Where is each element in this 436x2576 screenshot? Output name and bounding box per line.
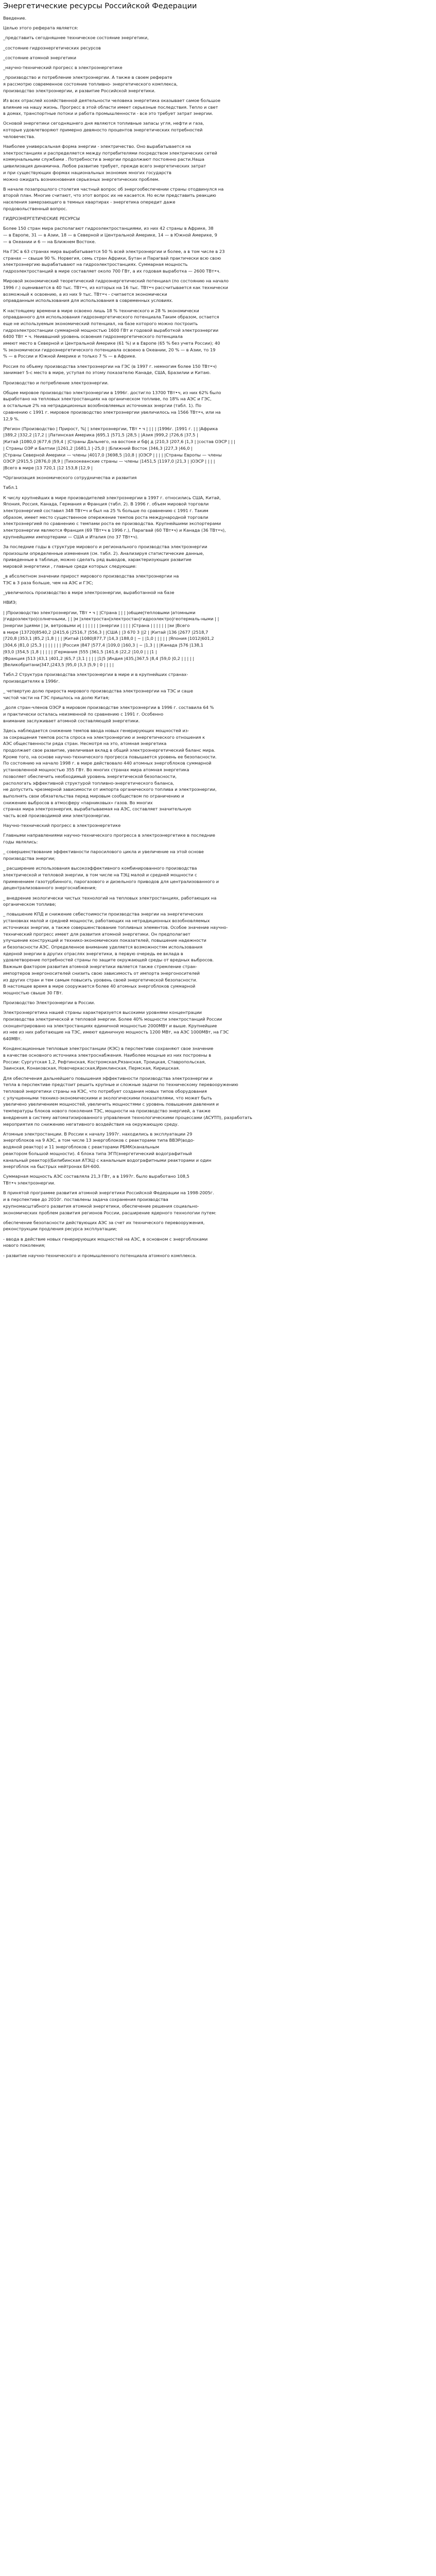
paragraph: | |Производство электроэнергии, ТВт • ч | |Страна | | | |о6щие|тепловыми |атомными |гидроэлектро|солнечными, | | |м |электростан|электростан|гидроэлектро|геотермаль-ными | | |энергии |циями | |и, ветровыми и| | | | | | | |энергии | | | | |Страна | | | | | | |эи |Всего в мире |13720|8540,2 |2415,6 |2516,7 |556,3 | |США | |3 670 3 ||2 | |Китай |136 |2677 |2518,7 |720,8 |353,1 |85,2 |1,8 | | | |Китай |1080|877,7 |14,3 |188,0 | ~ | |1,0 | | | | | |Япония |1012|601,2 |304,6 |81,0 |25,3 | | | | | | | |Россия |847 |577,4 |109,0 |160,3 | ~ |1,3 | | |Канада |576 |138,1 |93,0 |354,5 |1,8 | | | | | |Германия |555 |361,5 |161,6 |22,2 |10,0 | | |1 | |Франция |513 |43,1 |401,2 |65,7 |3,1 | | | | |1|5 |Индия |435,|367,5 |8,4 |59,0 |0,2 | | | | | |Великобритани|347,|243,5 |95,0 |3,3 |5,9 | 0 | | | |: [3, 609, 219, 668]
paragraph: _увеличилось производство в мире электроэнергии, выработанной на базе: [3, 590, 175, 596]
paragraph: Электроэнергетика нашей страны характеризуется высокими уровнями концентрации производства электрической и тепловой энергии. Более 40% мощности электростанций России сконцентрировано на электростанциях единичной мощностью 2000МВт и выше. Крупнейшие из нее из них работающие на ТЭС, имеют единичную мощность 1200 МВт, на АЭС 1000МВт, на ГЭС 640МВт.: [3, 1010, 229, 1042]
paragraph: _ расширение использования высокоэффективного комбинированного производства электрической и тепловой энергии, в том числе на ТЭЦ малой и средней мощности с применением газотурбинного, парогазового и дизельного приводов для централизованного и децентрализованного энергоснабжения;: [3, 866, 219, 891]
paragraph: Мировой экономический теоретический гидроэнергетический потенциал (по состоянию на начало 1996 г.) оценивается в 40 тыс. ТВт•ч, из которых на 16 тыс. ТВт•ч рассчитывается как технически возможный к освоению, а из них 9 тыс. ТВт•ч - считается экономически оправданным использования для использования в современных условиях.: [3, 278, 229, 303]
paragraph: обеспечение безопасности действующих АЭС за счет их технического перевооружения, реконструкции продления ресурса эксплуатации;: [3, 1219, 205, 1232]
paragraph: Конденсационные тепловые электростанции (КЭС) в перспективе сохраняют свое значение в качестве основного источника электроснабжения. Наиболее мощные из них построены в России: Сургутская 1,2, Рефтинская, Костромская,Рязанская, Троицкая, Ставропольская, Заинская, Конаковская, Новочеркасская,Ириклинская, Пермская, Киришская.: [3, 1046, 214, 1071]
paragraph: Производство Электроэнергии в России.: [3, 1000, 95, 1006]
paragraph: _доля стран-членов ОЭСР в мировом производстве электроэнергии в 1996 г. составила 64 % и практически осталась неизменной по сравнению с 1991 г. Особенно внимание заслуживает атомной составляющей энергетики.: [3, 705, 214, 723]
paragraph: _состояние атомной энергетики: [3, 55, 77, 60]
paragraph: Основой энергетики сегодняшнего дня являются топливные запасы угля, нефти и газа, которые удовлетворяют примерно девяносто процентов энергетических потребностей человечества.: [3, 121, 204, 139]
document-page: [0, 0, 436, 1265]
paragraph: _представить сегодняшнее техническое состояние энергетики,: [3, 35, 149, 41]
paragraph: _ внедрение экологически чистых технологий на тепловых электростанциях, работающих на органическом топливе;: [3, 895, 217, 907]
paragraph: Табл.1: [3, 485, 18, 490]
paragraph: _состояние гидроэнергетических ресурсов: [3, 45, 101, 50]
paragraph: |Регион (Производство | Прирост, %| | электроэнергии, ТВт • ч | | | | |1996г. |1991 г. | | |Африка |389,2 |332,2 |17,2 | |Латинская Америка |695,1 |571,5 |28,5 | |Азия |999,2 |726,6 |37,5 | |Китай |1080,0 |677,6 |59,4 | |Страны Дальнего, на востоке и бф| д |210,3 |207,6 |1,3 | |состав ОЭСР | | | | Страны ОЭР и Балтии |1261,2 |1681,1 |-25,0 | |Ближний Восток |346,3 |227,3 |46,0 | |Страны Северной Америки — члены |4017,0 |3698,5 |10,8 | |ОЭСР | | | | |Страны Европы — члены ОЭСР |2915,5 |2876,0 |8,9 | |Тихоокеанские страны — члены |1451,5 |1197,0 |21,3 | |ОЭСР | | | | |Всего в мире |13 720,1 |12 153,8 |12,9 |: [3, 426, 236, 470]
paragraph: Целью этого реферата является:: [3, 25, 78, 31]
paragraph: - развитие научно-технического и промышленного потенциала атомного комплекса.: [3, 1252, 197, 1258]
paragraph: На ГЭС в 63 странах мира вырабатывается 50 % всей электроэнергии и более, а в том числе в 23 странах — свыше 90 %. Норвегия, семь стран Африки, Бутан и Парагвай практически всю свою электроэнергию вырабатывают на гидроэлектростанциях. Суммарная мощность гидроэлектростанций в мире составляет около 700 ГВт, а их годовая выработка — 2600 ТВт•ч.: [3, 248, 225, 274]
paragraph: Здесь наблюдается снижение темпов ввода новых генерирующих мощностей из- за сокращения темпов роста спроса на электроэнергию и энергетического отношения к АЭС общественности ряда стран. Несмотря на это, атомная энергетика продолжает свое развитие, увеличивая вклад в общий электроэнергетический баланс мира. Кроме того, на основе научно-технического прогресса повышается уровень ее безопасности. По состоянию на начало 1998 г. в мире действовало 440 атомных энергоблоков суммарной установленной мощностью 355 ГВт. Во многих странах мира атомная энергетика позволяет обеспечить необходимый уровень энергетической безопасности, распологать эффективной структурой топливно-энергетического баланса, не допустить чрезмерной зависимости от импорта органического топлива и электроэнергии, выполнять свои обязательства перед мировым сообществом по ограничению и снижению выбросов в атмосферу «парниковых» газов. Во многих странах мира электроэнергия, вырабатываемая на АЭС, составляет значительную часть всей производимой ими электроэнергии.: [3, 727, 217, 819]
paragraph: Россия по объему производства электроэнергии на ГЭС (в 1997 г. немногим более 150 ТВт•ч) занимает 5-с место в мире, уступая по этому показателю Канаде, США, Бразилии и Китаю.: [3, 363, 217, 376]
paragraph: Главными направлениями научно-технического прогресса в электроэнергетике в последние годы являлись:: [3, 833, 215, 845]
paragraph: За последние годы в структуре мирового и регионального производства электроэнергии произошли определенные изменения (см. табл. 2). Анализируя статистические данные, приведенные в таблице, можно сделать ряд выводов, характеризующих развитие мировой энергетики , главные среди которых следующие:: [3, 544, 207, 569]
paragraph: Атомные электростанции. В России к началу 1997г. находились в эксплуатации 29 энергоблоков на 9 АЭС, а том числе 13 энергоблоков с реакторами типа ВВЭР(водо- водяной реактор) и 11 энергоблоков с реакторами РБМК(канальным реактором большой мощности). 4 блока типа ЭГП(энергетический водографитный канальный реактор)(Билибинская АТЭЦ) с канальным водографитными реакторами и один энергоблок на быстрых нейтронах БН-600.: [3, 1131, 212, 1170]
paragraph: Более 150 стран мира располагают гидроэлектростанциями, из них 42 страны в Африке, 38 — в Европе, 31 — в Азии, 18 — в Северной и Центральной Америке, 14 — в Южной Америке, 9 — в Океании и 6 — на Ближнем Востоке.: [3, 226, 217, 244]
paragraph: Из всех отраслей хозяйственной деятельности человека энергетика оказывает самое большое влияние на нашу жизнь. Прогресс в этой области имеет серьезные последствия. Тепло и свет в домах, транспортные потоки и работа промышленности - все это требует затрат энергии.: [3, 97, 221, 116]
paragraph: _ совершенствование эффективности паросилового цикла и увеличение на этой основе производства энергии;: [3, 849, 204, 861]
paragraph: Наиболее универсальная форма энергии - электричество. Оно вырабатывается на электростанциях и распределяется между потребителями посредством электрических сетей коммунальными службами . Потребности в энергии продолжают постоянно расти.Наша цивилизация динамична. Любое развитие требует, прежде всего энергетических затрат и при существующих формах национальных экономик многих государств можно ожидать возникновения серьезных энергетических проблем.: [3, 144, 217, 182]
paragraph: К числу крупнейших в мире производителей электроэнергии в 1997 г. относились США, Китай, Япония, Россия, Канада, Германия и Франция (табл. 2). В 1996 г. объем мировой торговли электроэнергией составил 348 ТВт•ч и был на 25 % больше по сравнению с 1991 г. Таким образом, имеет место существенное опережение темпов роста международной торговли электроэнергией по сравнению с темпами роста ее производства. Крупнейшими экспортерами электроэнергии являются Франция (69 ТВт•ч в 1996 г.), Парагвай (60 ТВт•ч) и Канада (36 ТВт•ч), крупнейшими импортерами — США и Италия (по 37 ТВт•ч).: [3, 495, 226, 539]
paragraph: К настоящему времени в мире освоено лишь 18 % технического и 28 % экономически оправданного для использования гидроэнергетического потенциала.Таким образом, остается еще не используемым экономический потенциал, на базе которого можно построить гидроэлектростанции суммарной мощностью 1600 ГВт и годовой выработкой электроэнергии 6400 ТВт • ч. Неиввшний уровень освоения гидроэнергетического потенциала имеют место в Северной и Центральной Америке (61 %) и в Европе (65 % без учета России); 40 % экономически гидроэнергетического потенциала освоено в Океании, 20 % — в Азии, то 19 % — в России и Южной Америке и только 7 % — в Африке.: [3, 308, 220, 359]
paragraph: НВИЭ;: [3, 600, 17, 605]
paragraph: ГИДРОЭНЕРГЕТИЧЕСКИЕ РЕСУРСЫ: [3, 216, 80, 222]
paragraph: Общее мировое производство электроэнергии в 1996г. достигло 13700 ТВт•ч, из них 62% было выработано на тепловых электростанциях на органическом топливе, по 18% на АЭС и ГЭС, а остальные 2% на нетрадиционных возобновляемых источниках энергии (табл. 1). По сравнению с 1991 г. мировое производство электроэнергии увеличилось на 1566 ТВт•ч, или на 12,9 %.: [3, 389, 221, 421]
paragraph: Научно-технический прогресс в электроэнергетике: [3, 823, 121, 828]
paragraph: - ввода в действие новых генерирующих мощностей на АЭС, в основном с энергоблоками нового поколения;: [3, 1236, 208, 1248]
paragraph: _ повышение КПД и снижение себестоимости производства энергии на энергетических установках малой и средней мощности, работающих на нетрадиционных возобновляемых источниках энергии, а также совершенствование топливных элементов. Особое значение научно- технический прогресс имеет для развития атомной энергетики. Он предполагает улучшение конструкций и технико-экономических показателей, повышение надежности и безопасности АЭС. Определенное внимание уделяется возможностям использования ядерной энергии в других отраслях энергетики, в первую очередь ее вклада в удовлетворение потребностей страны по защите окружающей среды от вредных выбросов. Важным фактором развития атомной энергетики является также стремление стран- импортеров энергоносителей снизить свою зависимость от импорта энергоносителей из других стран и тем самым повысить уровень своей энергетической безопасности. В настоящее время в мире сооружается более 40 атомных энергоблоков суммарной мощностью свыше 30 ГВт.: [3, 911, 228, 995]
paragraph: Производство и потребление электроэнергии.: [3, 380, 109, 385]
paragraph: Суммарная мощность АЭС составляла 21,3 ГВт, а в 1997г. было выработано 108,5 ТВт•ч электроэнергии.: [3, 1174, 189, 1186]
paragraph: Для обеспечения дальнейшего повышения эффективности производства электроэнергии и тепла в перспективе предстоит решить крупные и сложные задачи по техническому перевооружению тепловой энергетики страны на КЭС, что потребует создания новых типов оборудования с улучшенными технико-экономическими и экологическими показателями, что может быть увеличено увеличением мощностей, увеличить мощностями с уровень повышения давления и температуры блоков нового поколения ТЭС, мощности на производство энергией, а также внедрения в систему автоматизированного управления технологическими процессами (АСУТП), разработать мероприятия по снижению негативного воздействия на окружающую среду.: [3, 1075, 253, 1127]
paragraph: _в абсолютном значении прирост мирового производства электроэнергии на ТЭС в 3 раза больше, чем на АЭС и ГЭС;: [3, 573, 179, 586]
paragraph: *Организация экономического сотрудничества и развития: [3, 475, 137, 481]
paragraph: В начале позапрошлого столетия частный вопрос об энергообеспечении страны отодвинулся на второй план. Многие считают, что этот вопрос их не касается. Но если представить реакцию населения замерзающего в темных квартирах - энергетика опередит даже продовольственный вопрос.: [3, 186, 224, 211]
paragraph: _ четвертую долю прироста мирового производства электроэнергии на ТЭС и саше чистой части на ГЭС пришлось на долю Китая;: [3, 688, 193, 701]
page-title: Энергетические ресурсы Российской Федерации: [3, 2, 197, 10]
document-body: [3, 15, 433, 1259]
paragraph: _научно-технический прогресс в электроэнергетике: [3, 65, 123, 71]
paragraph: _производство и потребление электроэнергии. А также в своем реферате я рассмотрю современное состояние топливно- энергетического комплекса, производство электроэнергии, и развитие Российской энергетики.: [3, 75, 178, 93]
paragraph: В принятой программе развития атомной энергетики Российской Федерации на 1998-2005г. и в перспективе до 2010г. поставлены задача сохранения производства крупномасштабного развития атомной энергетики, обеспечение решения социально- экономических проблем развития регионов России, расширение ядерного технологии путем:: [3, 1190, 217, 1215]
paragraph: Табл.2 Структура производства электроэнергии в мире и в крупнейших странах- производителях в 1996г.: [3, 672, 188, 684]
paragraph: Введение.: [3, 15, 27, 21]
